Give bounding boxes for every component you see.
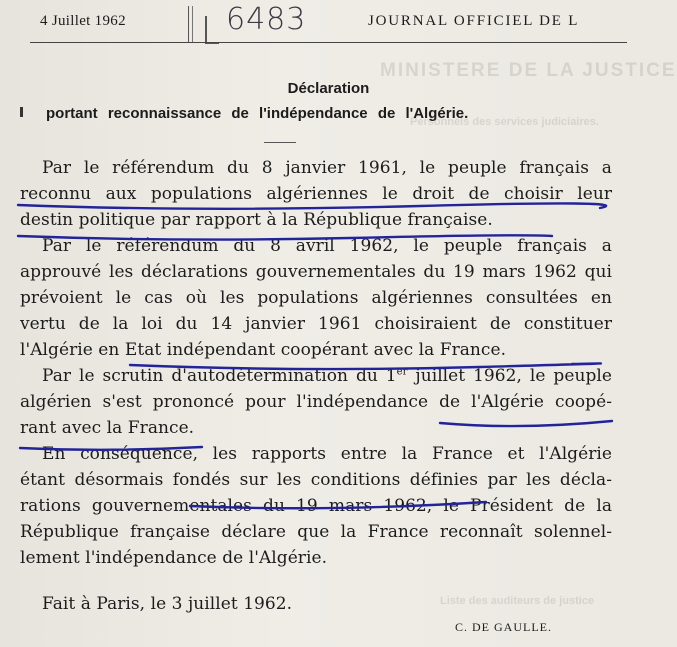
text-line: vertu de la loi du 14 janvier 1961 choisiraient de constituer [20, 314, 612, 334]
document-subtitle: portant reconnaissance de l'indépendance de l'Algérie. [46, 105, 469, 122]
header-rule [188, 6, 189, 42]
title-divider [264, 142, 296, 143]
page-header [0, 0, 627, 52]
header-divider [30, 42, 627, 43]
underline-1 [18, 203, 606, 208]
text-line: approuvé les déclarations gouvernementales du 19 mars 1962 qui [20, 262, 612, 282]
text-line: prévoient le cas où les populations algériennes consultées en [20, 288, 612, 308]
bleed-through-text: Personnels des services judiciaires. [410, 116, 599, 128]
text-line: étant désormais fondés sur les conditions définies par les décla- [20, 470, 612, 490]
bleed-through-footer: Liste des auditeurs de justice [440, 595, 595, 607]
text-line: rations gouvernementales du 19 mars 1962, le Président de la [20, 496, 612, 516]
text-line: République française déclare que la France reconnaît solennel- [20, 522, 612, 542]
text-line: lement l'indépendance de l'Algérie. [20, 548, 328, 568]
text-line: Fait à Paris, le 3 juillet 1962. [42, 594, 293, 614]
text-line: En conséquence, les rapports entre la France et l'Algérie [42, 444, 612, 464]
margin-mark [20, 107, 23, 117]
document-title: Déclaration [287, 80, 370, 97]
handwritten-bracket [205, 16, 219, 44]
signature: C. DE GAULLE. [455, 620, 552, 634]
header-date: 4 Juillet 1962 [40, 13, 126, 29]
text-line: Par le référendum du 8 avril 1962, le peuple français a [42, 236, 612, 256]
header-journal-title: JOURNAL OFFICIEL DE L [368, 13, 580, 29]
header-rule-double [192, 6, 193, 42]
text-line: Par le référendum du 8 janvier 1961, le peuple français a [42, 158, 612, 178]
text-line: algérien s'est prononcé pour l'indépendance de l'Algérie coopé- [20, 392, 612, 412]
text-line: rant avec la France. [20, 418, 195, 438]
text-line: destin politique par rapport à la République française. [20, 210, 493, 230]
bleed-through-heading: MINISTERE DE LA JUSTICE [380, 60, 677, 81]
text-line: Par le scrutin d'autodétermination du 1er juillet 1962, le peuple [42, 366, 612, 386]
text-line: reconnu aux populations algériennes le droit de choisir leur [20, 184, 612, 204]
handwritten-number: 6483 [226, 2, 307, 37]
text-line: l'Algérie en Etat indépendant coopérant avec la France. [20, 340, 507, 360]
